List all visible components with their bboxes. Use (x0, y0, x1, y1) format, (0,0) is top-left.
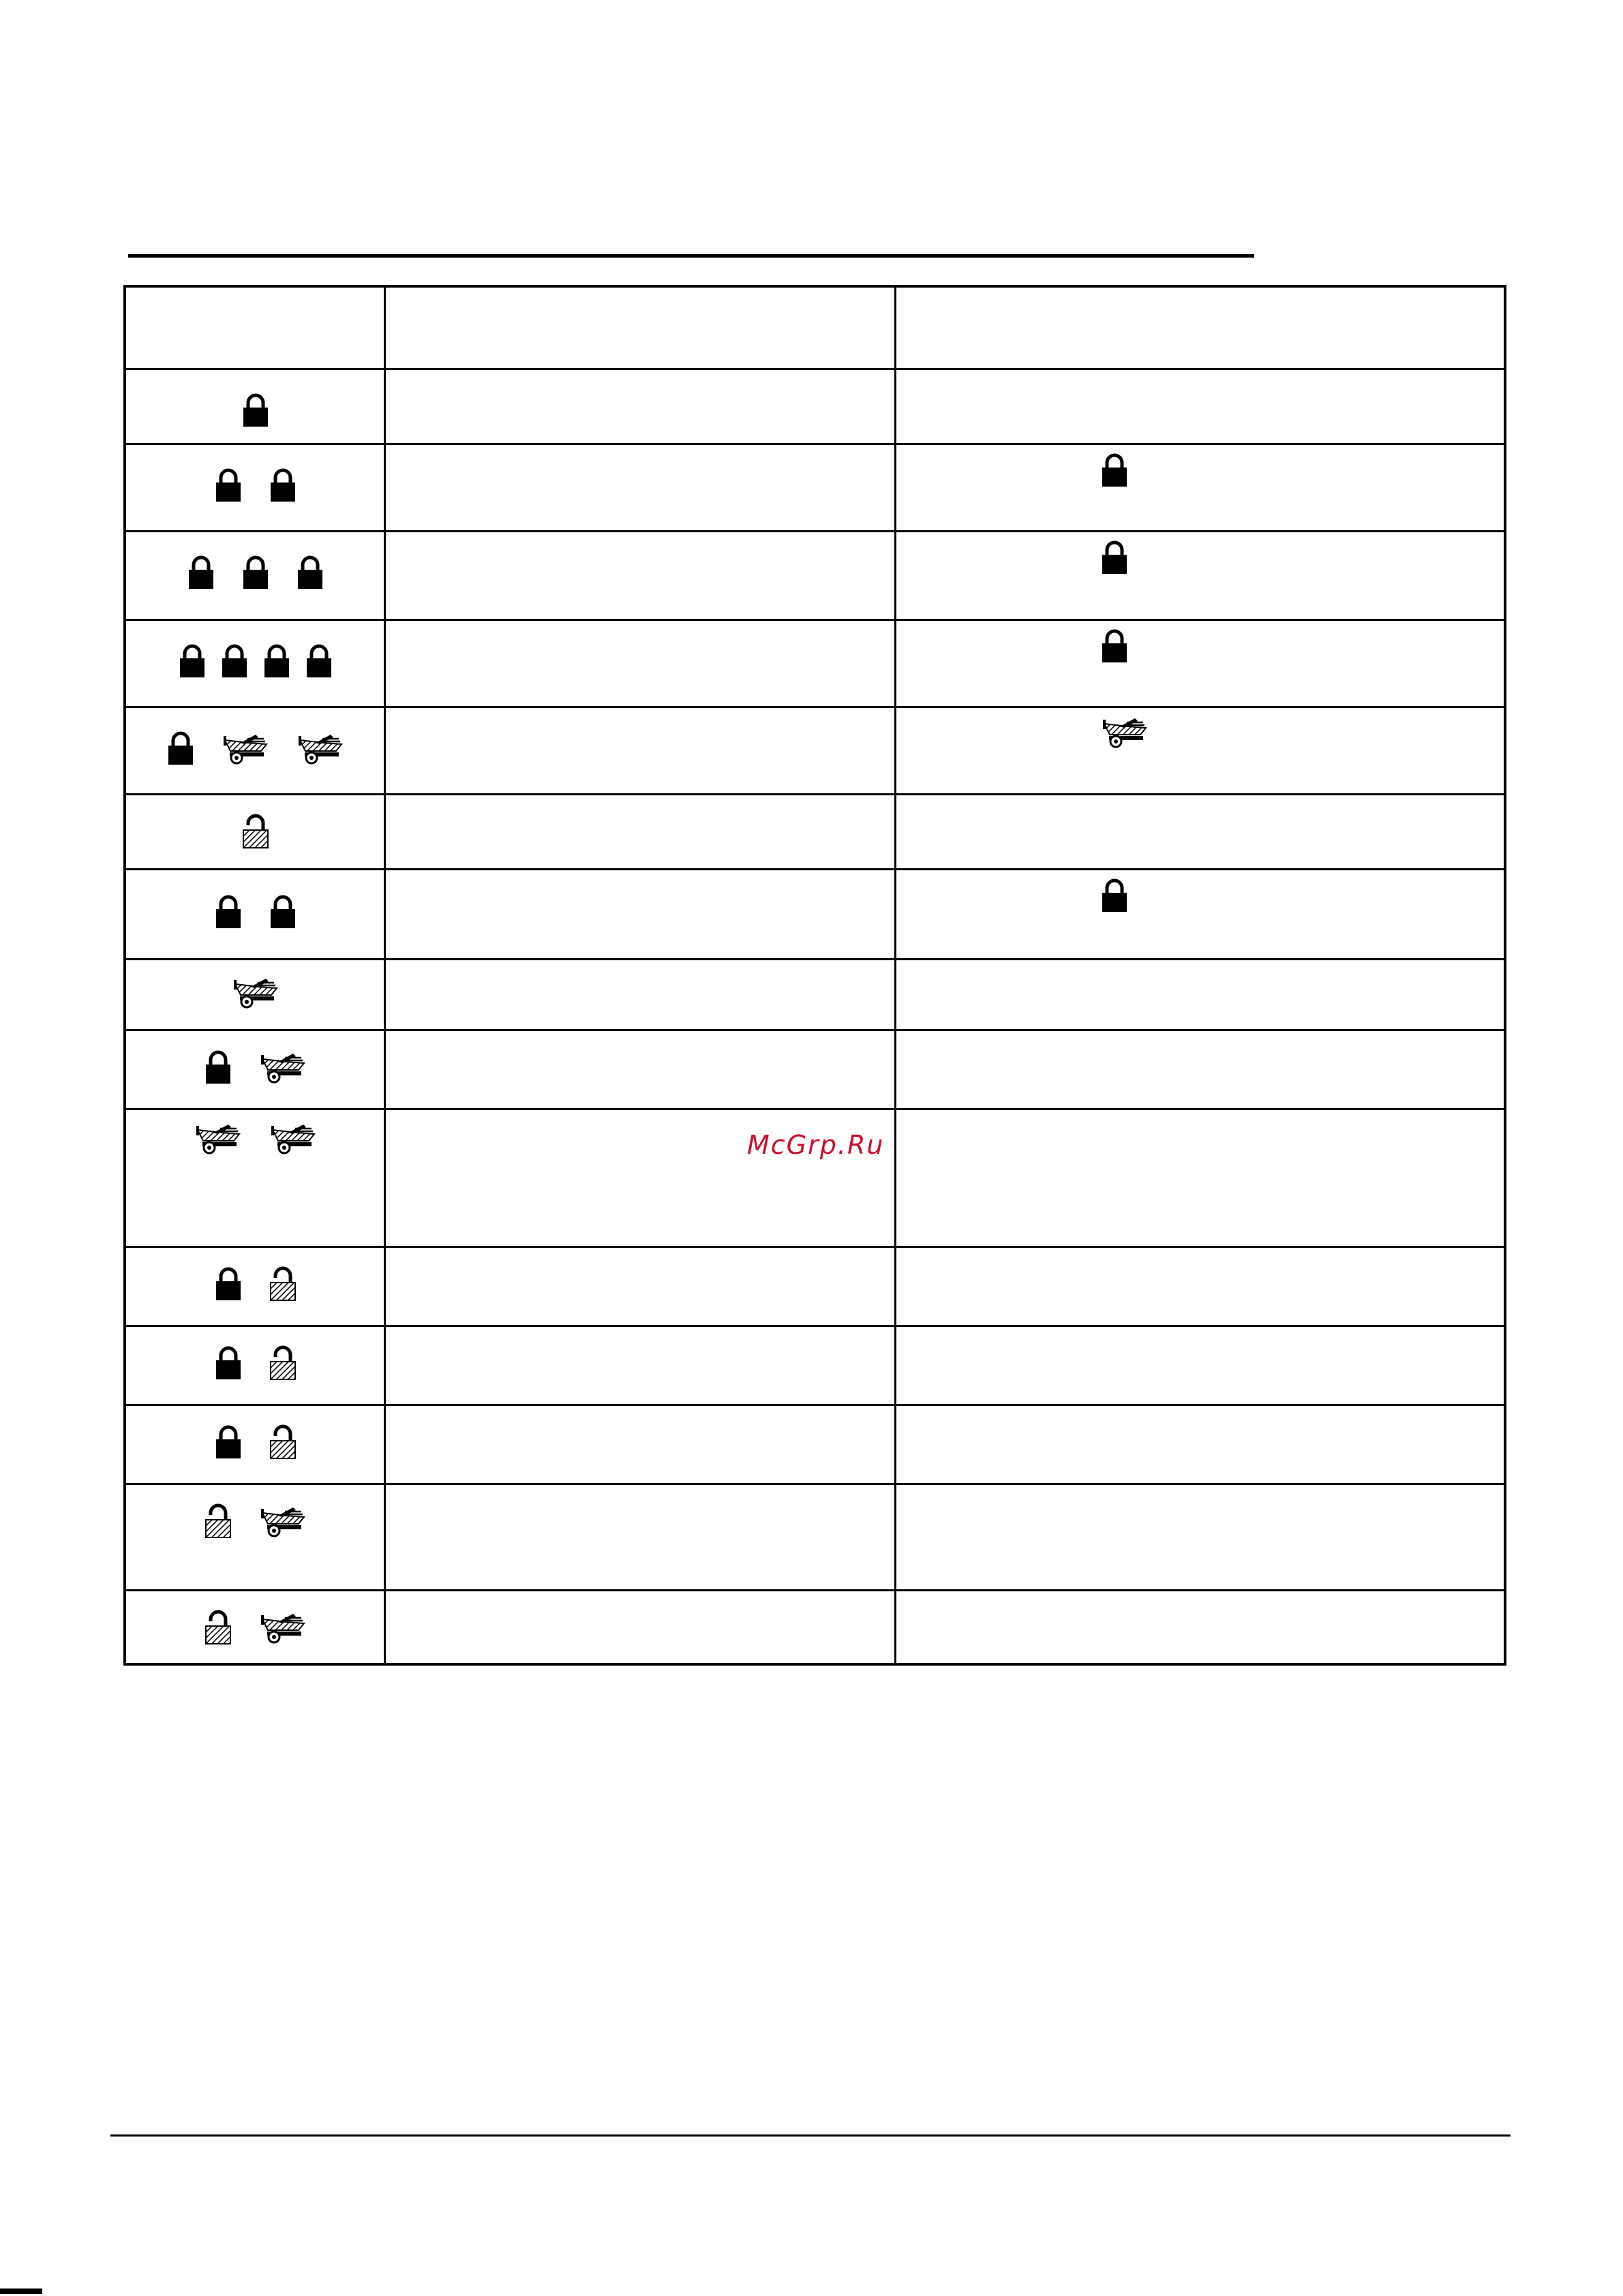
row-divider (126, 868, 1504, 870)
row-14-icons (126, 1502, 385, 1543)
lock-closed-icon (269, 468, 297, 506)
row-divider (126, 1246, 1504, 1248)
lock-closed-icon (167, 731, 194, 769)
watermark: McGrp.Ru (747, 1130, 885, 1160)
car-hood-open-icon (297, 732, 344, 767)
row-2-icons (126, 466, 385, 507)
lock-closed-icon (221, 643, 248, 682)
lock-closed-icon (242, 555, 269, 593)
lock-closed-icon (179, 643, 206, 682)
row-divider (126, 1108, 1504, 1110)
row-divider (126, 443, 1504, 445)
lock-open-icon (269, 1266, 297, 1304)
car-hood-open-icon (194, 1122, 242, 1157)
lock-closed-icon (305, 643, 333, 682)
lock-closed-icon (204, 1050, 232, 1088)
lock-closed-icon (215, 1424, 242, 1463)
lock-closed-icon (1101, 540, 1128, 578)
row-3-right-icon (1101, 540, 1128, 578)
car-hood-open-icon (259, 1611, 307, 1647)
row-13-icons (126, 1423, 385, 1464)
row-divider (126, 368, 1504, 370)
lock-closed-icon (269, 894, 297, 932)
row-4-icons (126, 642, 385, 683)
lock-open-icon (242, 814, 269, 852)
car-hood-open-icon (269, 1122, 317, 1157)
row-2-right-icon (1101, 453, 1128, 491)
row-7-icons (126, 893, 385, 934)
lock-open-icon (204, 1610, 232, 1648)
lock-open-icon (269, 1424, 297, 1463)
row-15-icons (126, 1608, 385, 1649)
row-11-icons (126, 1265, 385, 1306)
car-hood-open-icon (232, 976, 279, 1011)
car-hood-open-icon (259, 1051, 307, 1086)
row-4-right-icon (1101, 628, 1128, 667)
lock-closed-icon (1101, 628, 1128, 667)
row-12-icons (126, 1344, 385, 1385)
car-hood-open-icon (1101, 716, 1149, 751)
row-10-icons (126, 1119, 385, 1160)
lock-closed-icon (263, 643, 290, 682)
row-divider (126, 793, 1504, 795)
lock-closed-icon (242, 393, 269, 431)
corner-mark (0, 2289, 42, 2294)
row-5-icons (126, 729, 385, 770)
icon-table (123, 285, 1506, 1666)
row-divider (126, 1029, 1504, 1031)
lock-closed-icon (1101, 878, 1128, 916)
car-hood-open-icon (259, 1505, 307, 1540)
lock-closed-icon (215, 894, 242, 932)
top-rule (128, 254, 1254, 258)
row-1-icons (126, 391, 385, 432)
row-divider (126, 958, 1504, 960)
lock-closed-icon (1101, 453, 1128, 491)
car-hood-open-icon (222, 732, 269, 767)
lock-closed-icon (215, 1345, 242, 1383)
row-6-icons (126, 812, 385, 853)
bottom-rule (110, 2134, 1511, 2137)
lock-closed-icon (215, 1266, 242, 1304)
lock-closed-icon (215, 468, 242, 506)
row-divider (126, 706, 1504, 708)
row-8-icons (126, 973, 385, 1014)
row-divider (126, 1483, 1504, 1485)
lock-closed-icon (187, 555, 215, 593)
row-7-right-icon (1101, 878, 1128, 916)
lock-open-icon (204, 1503, 232, 1542)
row-3-icons (126, 553, 385, 594)
row-divider (126, 1404, 1504, 1406)
row-5-right-icon (1101, 716, 1149, 751)
row-9-icons (126, 1048, 385, 1089)
lock-closed-icon (297, 555, 324, 593)
row-divider (126, 1589, 1504, 1591)
row-divider (126, 530, 1504, 532)
row-divider (126, 619, 1504, 621)
lock-open-icon (269, 1345, 297, 1383)
column-divider (894, 288, 896, 1663)
row-divider (126, 1325, 1504, 1327)
